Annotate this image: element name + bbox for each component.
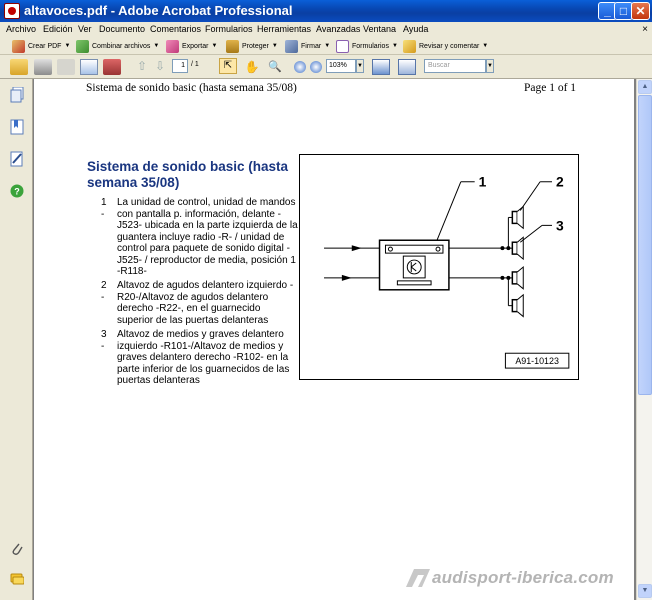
item-number: 1 - [101, 197, 107, 220]
chevron-down-icon: ▼ [482, 43, 489, 49]
callout-line-2 [520, 182, 540, 211]
combine-files-label: Combinar archivos [92, 42, 151, 50]
document-title: Sistema de sonido basic (hasta semana 35/08) [87, 159, 289, 190]
page-header-count: Page 1 of 1 [524, 82, 577, 94]
scroll-thumb[interactable] [638, 95, 652, 395]
menu-bar [0, 22, 652, 38]
watermark-text: audisport-iberica.com [432, 568, 614, 587]
item-text: Altavoz de medios y graves delantero izquierdo -R101-/Altavoz de medios y graves delantero derecho -R102- en la parte inferior de los guarnecidos de las puertas delanteras [117, 329, 290, 386]
chevron-down-icon: ▼ [324, 43, 331, 49]
menu-formularios[interactable]: Formularios [205, 24, 253, 34]
sign-button[interactable] [285, 38, 330, 54]
zoom-dropdown-icon[interactable]: ▼ [356, 59, 364, 73]
amplifier-box [403, 256, 425, 278]
head-unit-slot [397, 281, 431, 285]
create-pdf-label: Crear PDF [28, 42, 62, 50]
bookmarks-icon[interactable] [10, 119, 24, 135]
protect-label: Proteger [242, 42, 269, 50]
item-number: 2 - [101, 280, 107, 303]
save-icon[interactable] [57, 59, 75, 75]
comments-icon[interactable] [10, 571, 24, 587]
forms-button[interactable] [336, 38, 398, 54]
pen-icon [285, 40, 298, 53]
woofer-speaker-icon [512, 237, 523, 259]
chevron-down-icon: ▼ [391, 43, 398, 49]
page-number-input[interactable]: 1 [172, 59, 188, 73]
callout-3: 3 [555, 217, 564, 234]
scroll-up-icon[interactable]: ▲ [638, 80, 652, 94]
item-text: La unidad de control, unidad de mandos con pantalla p. información, delante -J523- ubicada en la parte izquierda de la guantera incluye radio -R- / unidad de control para paquete de sonido digital -J525- / reproductor de media, posición 1 -R118- [117, 197, 298, 277]
junction-dot [500, 276, 504, 280]
review-comment-button[interactable] [403, 38, 488, 54]
minimize-button[interactable]: _ [598, 2, 617, 20]
comment-icon [403, 40, 416, 53]
attachments-icon[interactable] [10, 541, 24, 557]
menu-documento[interactable]: Documento [99, 24, 146, 34]
export-label: Exportar [182, 42, 209, 50]
sign-label: Firmar [301, 42, 322, 50]
protect-button[interactable] [226, 38, 278, 54]
forms-label: Formularios [352, 42, 389, 50]
menu-comentarios[interactable]: Comentarios [150, 24, 202, 34]
menu-edicion[interactable]: Edición [43, 24, 73, 34]
head-unit-display [385, 245, 442, 253]
zoom-tool-icon[interactable]: 🔍 [268, 61, 282, 73]
select-tool-icon[interactable]: ⇱ [219, 58, 237, 74]
lock-icon [226, 40, 239, 53]
maximize-button[interactable]: □ [614, 2, 633, 20]
tweeter-speaker-icon [512, 267, 523, 289]
menu-ayuda[interactable]: Ayuda [403, 24, 429, 34]
email-icon[interactable] [80, 59, 98, 75]
woofer-speaker-icon [512, 295, 523, 317]
junction-dot [500, 246, 504, 250]
review-comment-label: Revisar y comentar [419, 42, 480, 50]
document-close-icon[interactable]: × [642, 24, 648, 35]
arrow-left-icon [342, 275, 352, 281]
window-title: altavoces.pdf - Adobe Acrobat Professional [24, 3, 293, 18]
svg-text:?: ? [14, 186, 20, 197]
close-button[interactable]: ✕ [631, 2, 650, 20]
menu-herramientas[interactable]: Herramientas [257, 24, 312, 34]
send-icon[interactable] [103, 59, 121, 75]
title-bar [0, 0, 652, 22]
menu-archivo[interactable]: Archivo [6, 24, 37, 34]
previous-page-icon[interactable]: ⇧ [136, 59, 148, 73]
print-icon[interactable] [34, 59, 52, 75]
combine-files-icon [76, 40, 89, 53]
fit-page-icon[interactable] [372, 59, 390, 75]
menu-ventana[interactable]: Ventana [363, 24, 397, 34]
junction-dot [506, 276, 510, 280]
zoom-in-icon[interactable] [310, 61, 322, 73]
chevron-down-icon: ▼ [271, 43, 278, 49]
create-pdf-button[interactable] [12, 38, 70, 54]
search-dropdown-icon[interactable]: ▼ [486, 59, 494, 73]
item-text: Altavoz de agudos delantero izquierdo -R20-/Altavoz de agudos delantero derecho -R22-, en el guarnecido superior de las puertas delanteras [117, 280, 294, 326]
menu-avanzadas[interactable]: Avanzadas [316, 24, 361, 34]
task-toolbar [0, 38, 652, 55]
acrobat-icon [4, 3, 20, 19]
navigation-pane [0, 79, 33, 600]
search-input[interactable]: Buscar [424, 59, 486, 73]
callout-2: 2 [555, 173, 564, 190]
item-number: 3 - [101, 329, 107, 352]
vertical-scrollbar[interactable] [636, 79, 652, 600]
chevron-down-icon: ▼ [211, 43, 218, 49]
chevron-down-icon: ▼ [64, 43, 71, 49]
chevron-down-icon: ▼ [153, 43, 160, 49]
zoom-input[interactable]: 103% [326, 59, 356, 73]
fit-width-icon[interactable] [398, 59, 416, 75]
hand-tool-icon[interactable]: ✋ [244, 60, 260, 74]
arrow-right-icon [352, 245, 362, 251]
callout-1: 1 [478, 173, 487, 190]
open-folder-icon[interactable] [10, 59, 28, 75]
export-button[interactable] [166, 38, 217, 54]
callout-line-1 [437, 182, 461, 240]
menu-ver[interactable]: Ver [78, 24, 92, 34]
form-icon [336, 40, 349, 53]
scroll-down-icon[interactable]: ▼ [638, 584, 652, 598]
page-total: / 1 [191, 61, 199, 68]
watermark-logo [402, 567, 432, 589]
export-icon [166, 40, 179, 53]
next-page-icon[interactable]: ⇩ [154, 59, 166, 73]
zoom-out-icon[interactable] [294, 61, 306, 73]
page-header-title: Sistema de sonido basic (hasta semana 35/08) [86, 82, 297, 94]
signatures-icon[interactable] [10, 151, 24, 167]
speaker-wiring-diagram [299, 154, 579, 380]
combine-files-button[interactable] [76, 38, 159, 54]
pages-icon[interactable] [10, 87, 24, 103]
create-pdf-icon [12, 40, 25, 53]
tweeter-speaker-icon [512, 207, 523, 229]
diagram-reference: A91-10123 [515, 356, 559, 367]
junction-dot [506, 246, 510, 250]
help-icon[interactable] [10, 183, 24, 199]
